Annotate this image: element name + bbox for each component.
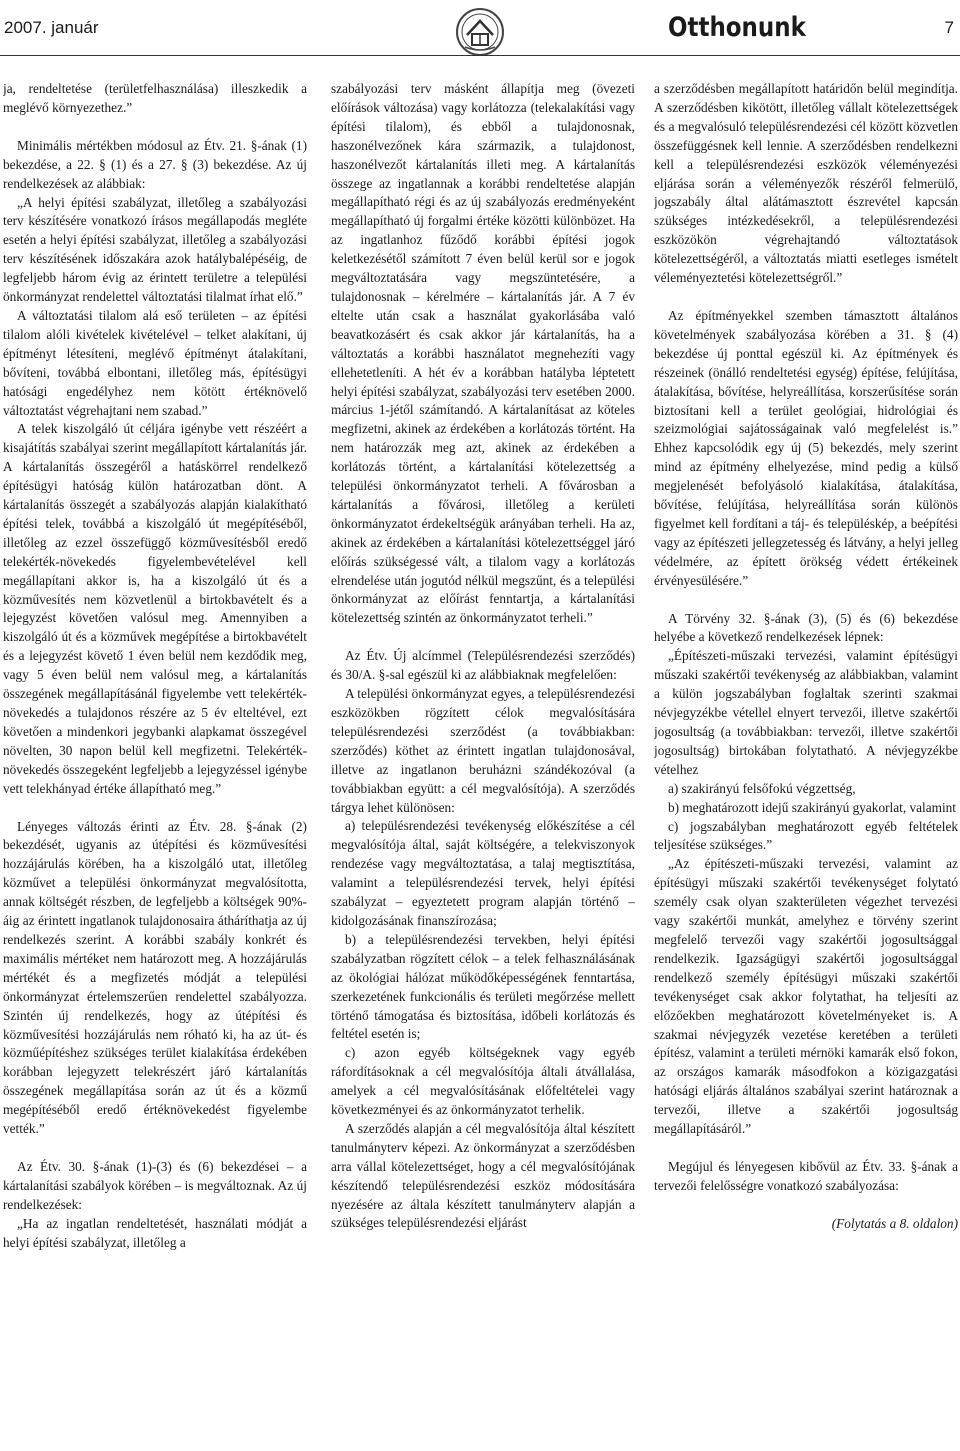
publication-name: Otthonunk [668,12,806,43]
paragraph: A változtatási tilalom alá eső területen – az építési tilalom alóli kivételek kivételével – telket alakítani, új építményt létesíteni, meglévő építményt átalakítani, bővíteni, továbbá elbontani, illetőleg más, építésügyi hatósági engedélyhez nem kötött értéknövelő változtatást végrehajtani nem szabad.” [3,307,307,418]
municipal-crest-icon [455,7,505,57]
issue-date: 2007. január [4,18,99,37]
list-item: c) azon egyéb költségeknek vagy egyéb ráfordításoknak a cél megvalósítója általi átvállalása, amelyek a cél megvalósításának előfeltételei vagy következményei és az önkormányzatot terhelik. [331,1045,635,1118]
paragraph: Minimális mértékben módosul az Étv. 21. §-ának (1) bekezdése, a 22. § (1) és a 27. § (3) bekezdése. Az új rendelkezések az alábbiak: [3,137,307,191]
list-item: a) szakirányú felsőfokú végzettség, [668,780,856,796]
paragraph: Lényeges változás érinti az Étv. 28. §-ának (2) bekezdését, ugyanis az útépítési és közművesítési hozzájárulás körében, ha a kiszolgáló utat, illetőleg közművet a települési önkormányzat megvalósította, annak költségét részben, de legfeljebb a költségek 90%-áig az érintett ingatlanok tulajdonosaira átháríthatja az új rendelkezés szerint. A korábbi szabály konkrét és maximális mértéket nem határozott meg. A hozzájárulás mértékét és a megfizetés módját a települési önkormányzat értelemszerűen rendelettel szabályozza. Szintén új rendelkezés, hogy az útépítési és közművesítési hozzájárulás nem róható ki, ha az út- és közműépítéshez szükséges terület kialakítása érdekében korábban lejegyzett telekrészért járó kártalanítás összegének megállapítása során az út és a közmű megépítéséből eredő értéknövekedést figyelembe vették.” [3,818,307,1137]
column-2 [331,80,635,1451]
header-rule [0,55,960,56]
page-number: 7 [944,18,954,37]
page-header [0,0,960,66]
list-item: b) meghatározott idejű szakirányú gyakorlat, valamint [668,799,956,815]
article-body [0,80,960,1451]
paragraph: Az Étv. Új alcímmel (Településrendezési szerződés) és 30/A. §-sal egészül ki az alábbiaknak megfelelően: [331,648,635,683]
paragraph: A Törvény 32. §-ának (3), (5) és (6) bekezdése helyébe a következő rendelkezések lépnek: [654,610,958,645]
paragraph: szabályozási terv másként állapítja meg (övezeti előírások változása) vagy korlátozza (telekalakítási vagy építési tilalom), és ebből a tulajdonosnak, haszonélvezőnek kára származik, a tulajdonost, haszonélvezőt kártalanítás illeti meg. A kártalanítás összege az ingatlannak a korábbi rendeltetése alapján megállapítható régi és az új szabályozás eredményeként megállapítható új forgalmi értéke közötti különbözet. Ha az ingatlanhoz fűződő korábbi építési jogok keletkezésétől számított 7 éven belül kerül sor e jogok megváltoztatására vagy megszüntetésére, a tulajdonosnak – kérelmére – kártalanítás jár. A 7 év eltelte után csak a használat gyakorlásába való beavatkozásért és csak akkor jár kártalanítás, ha a változtatás a korábbi használatot megnehezíti vagy ellehetetleníti. A hét év a korábban hatályba léptetett helyi építési szabályzat, szabályozási terv esetében 2000. március 1-jétől számítandó. A kártalanításat az köteles megfizetni, akinek az érdekében a korlátozás történt. Ha nem határozzák meg azt, akinek az érdekében a korlátozás történt, a kártalanítási kötelezettség a települési önkormányzatot terheli. A fővárosban a kártalanítás a fővárosi, illetőleg a kerületi önkormányzatot érdekeltségük arányában terheli. Ha az, akinek az érdekében a kártalanítási kötelezettséggel járó előírás szükségessé vált, a tilalom vagy a korlátozás elrendelése után jogutód nélkül megszűnt, és a települési önkormányzat az előírást fenntartja, a kártalanítási kötelezettség szintén az önkormányzatot terheli.” [331,81,635,626]
list-item: a) településrendezési tevékenység előkészítése a cél megvalósítója által, saját költségére, a telekviszonyok rendezése vagy megváltoztatása, a talaj megtisztítása, valamint a településrendezési tervek, helyi építési szabályzat – egyeztetett program alapján történő – kidolgozásának finanszírozása; [331,818,635,928]
continued-note: (Folytatás a 8. oldalon) [831,1215,958,1231]
paragraph: Megújul és lényegesen kibővül az Étv. 33. §-ának a tervezői felelősségre vonatkozó szabályozása: [654,1158,958,1193]
paragraph: „Ha az ingatlan rendeltetését, használati módját a helyi építési szabályzat, illetőleg a [3,1215,307,1250]
paragraph: Az Étv. 30. §-ának (1)-(3) és (6) bekezdései – a kártalanítási szabályok körében – is megváltoznak. Az új rendelkezések: [3,1158,307,1212]
paragraph: „A helyi építési szabályzat, illetőleg a szabályozási terv készítésére vonatkozó írásos megállapodás megléte esetén a helyi építési szabályzat, illetőleg a szabályozási terv készítésének időszakára azok hatálybalépéséig, de legfeljebb három évig az érintett területre a települési önkormányzat rendelettel változtatási tilalmat írhat elő.” [3,194,307,305]
paragraph: Az építményekkel szemben támasztott általános követelmények szabályozása körében a 31. § (4) bekezdése új ponttal egészül ki. Az építmények és részeinek (önálló rendeltetési egység) építése, felújítása, átalakítása, bővítése, helyreállítása, korszerűsítése során biztosítani kell a terület geológiai, hidrológiai és szeizmológiai sajátosságainak való megfelelést is.” Ehhez kapcsolódik egy új (5) bekezdés, mely szerint mind az építmény elhelyezése, mind pedig a külső megjelenését befolyásoló kialakítása, átalakítása, bővítése, felújítása, helyreállítása során különös figyelmet kell fordítani a táj- és településkép, a beépítési vagy az építészeti jellegzetesség és látvány, a helyi jelleg védelmére, az épített örökség védett értékeinek érvényesülésére.” [654,307,958,588]
paragraph: a szerződésben megállapított határidőn belül megindítja. A szerződésben kikötött, illetőleg vállalt kötelezettségek és a megvalósuló településrendezési cél között közvetlen összefüggésnek kell lennie. A szerződésben rendelkezni kell a településrendezési eszközök véleményezési eljárása során a véleményezők részéről felmerülő, jogszabály által alátámasztott észrevétel kapcsán szükséges intézkedésekről, a településrendezési eszközökön végrehajtandó változtatások kötelezettségéről, a változtatás miatti esetleges ismételt véleményeztetési kötelezettségről.” [654,81,958,286]
paragraph: A települési önkormányzat egyes, a településrendezési eszközökben rögzített célok megvalósítására településrendezési szerződést (a továbbiakban: szerződés) köthet az érintett ingatlan tulajdonosával, illetve az ingatlanon beruházni szándékozóval (a továbbiakban együtt: a cél megvalósítója). A szerződés tárgya lehet különösen: [331,686,635,815]
paragraph: A szerződés alapján a cél megvalósítója által készített tanulmányterv képezi. Az önkormányzat a szerződésben arra vállal kötelezettséget, hogy a cél megvalósítójának készítendő településrendezési eszköz módosítására nyezésére az általa készített tanulmányterv alapján a szükséges településrendezési eljárást [331,1120,635,1231]
paragraph: „Építészeti-műszaki tervezési, valamint építésügyi műszaki szakértői tevékenység az alábbiakban, valamint a külön jogszabályban foglaltak szerinti szakmai névjegyzékbe vétellel elnyert tervezői, illetve szakértői jogosultság (a továbbiakban: tervezői, illetve szakértői jogosultság) birtokában folytatható. A névjegyzékbe vételhez [654,648,958,777]
paragraph: „Az építészeti-műszaki tervezési, valamint az építésügyi műszaki szakértői tevékenységet folytató személy csak olyan szakterületen végezhet tervezési vagy szakértői munkát, amelyhez e törvény szerint megfelelő tervezői vagy szakértői jogosultsággal rendelkezik. Igazságügyi szakértői jogosultsággal rendelkező személy építésügyi műszaki szakértői tevékenységet csak akkor folytathat, ha teljesíti az előzőekben meghatározott követelményeket is. A szakmai névjegyzék vezetése keretében a területi építész, valamint a területi mérnöki kamarák első fokon, az országos kamarák másodfokon a közigazgatási hatósági eljárás általános szabályai szerint határoznak a tervezői, illetve a szakértői jogosultság megállapításáról.” [654,856,958,1137]
column-3 [654,80,958,1451]
paragraph: ja, rendeltetése (területfelhasználása) illeszkedik a meglévő környezethez.” [3,81,307,115]
list-item: c) jogszabályban meghatározott egyéb feltételek teljesítése szükséges.” [654,818,958,853]
paragraph: A telek kiszolgáló út céljára igénybe vett részéért a kisajátítás szabályai szerint megállapított kártalanítás jár. A kártalanítás összegéről a hatáskörrel rendelkező építésügyi hatóság külön határozatban dönt. A kártalanítás összegét a szabályozás alapján kialakítható építési telek, továbbá a kiszolgáló út megépítéséből, illetőleg az ezzel összefüggő közművesítésből eredő telekérték-növekedés figyelembevételével kell megállapítani akkor is, ha a kiszolgáló út és a közművesítés nem közvetlenül a birtokbavételt és a lejegyzést követően valósul meg. Amennyiben a kiszolgáló út és a közművek megépítése a birtokbavételt és a lejegyzést követő 1 éven belül nem kezdődik meg, vagy 5 éven belül nem valósul meg, a kártalanítás összegének megállapításánál figyelembe vett telekérték-növekedés a tulajdonos részére az 5 év elteltével, ezt követően a mindenkori jegybanki alapkamat összegével növelten, 30 napon belül kell megfizetni. Telekérték-növekedés összegeként legfeljebb a lejegyzéssel igénybe vett telekhányad értéke állapítható meg.” [3,421,307,796]
list-item: b) a településrendezési tervekben, helyi építési szabályzatban rögzített célok – a telek felhasználásának az ökológiai hálózat működőképességének fenntartása, szerkezetének funkcionális és területi megőrzése mellett történő támogatása és biztosítása, időbeli korlátozás és feltétel esetén is; [331,931,635,1042]
column-1 [3,80,307,1451]
